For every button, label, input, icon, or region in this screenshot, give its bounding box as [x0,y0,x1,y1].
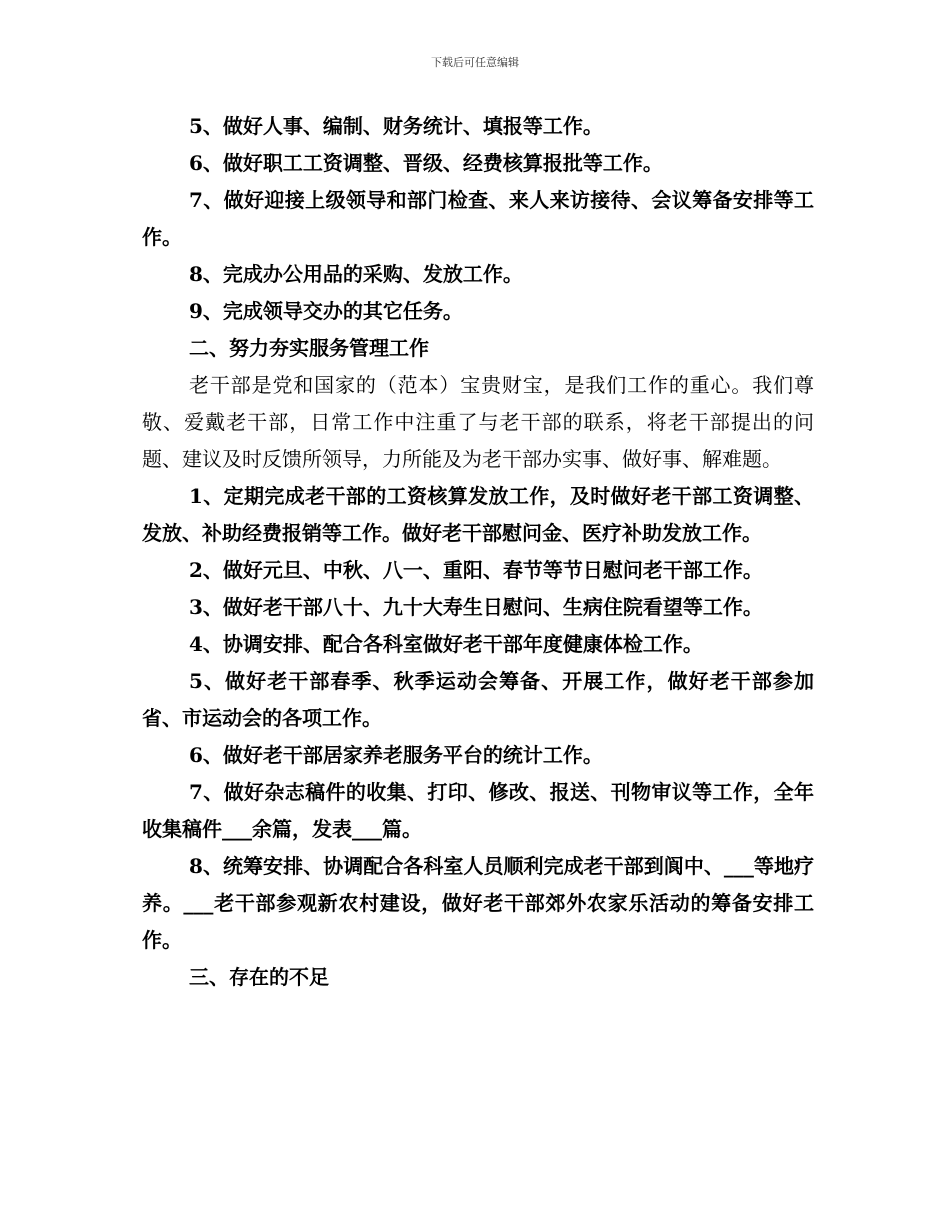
paragraph-item-2-holidays: 2、做好元旦、中秋、八一、重阳、春节等节日慰问老干部工作。 [189,558,763,582]
paragraph-intro-veteran-cadres: 老干部是党和国家的（范本）宝贵财宝，是我们工作的重心。我们尊敬、爱戴老干部，日常工作中注重了与老干部的联系，将老干部提出的问题、建议及时反馈所领导，力所能及为老干部办实事、做好事、解难题。 [142,373,814,471]
paragraph-item-7-inspection: 7、做好迎接上级领导和部门检查、来人来访接待、会议筹备安排等工作。 [142,188,814,249]
section-heading-2: 二、努力夯实服务管理工作 [189,336,429,360]
paragraph-item-5-personnel: 5、做好人事、编制、财务统计、填报等工作。 [189,114,603,138]
section-heading-3: 三、存在的不足 [189,965,329,989]
paragraph-item-8-supplies: 8、完成办公用品的采购、发放工作。 [189,262,523,286]
paragraph-item-1-wages: 1、定期完成老干部的工资核算发放工作，及时做好老干部工资调整、发放、补助经费报销等工作。做好老干部慰问金、医疗补助发放工作。 [142,484,814,545]
paragraph-item-3-birthdays: 3、做好老干部八十、九十大寿生日慰问、生病住院看望等工作。 [189,595,763,619]
paragraph-item-6-salary: 6、做好职工工资调整、晋级、经费核算报批等工作。 [189,151,663,175]
paragraph-item-4-health-check: 4、协调安排、配合各科室做好老干部年度健康体检工作。 [189,632,703,656]
paragraph-item-8-convalescence: 8、统筹安排、协调配合各科室人员顺利完成老干部到阆中、___等地疗养。___老干部参观新农村建设，做好老干部郊外农家乐活动的筹备安排工作。 [142,854,814,952]
document-body [142,108,814,996]
page-header-note: 下载后可任意编辑 [431,56,519,69]
paragraph-item-6-elderly-care: 6、做好老干部居家养老服务平台的统计工作。 [189,743,603,767]
paragraph-item-7-magazine: 7、做好杂志稿件的收集、打印、修改、报送、刊物审议等工作，全年收集稿件___余篇，发表___篇。 [142,780,814,841]
paragraph-item-5-sports: 5、做好老干部春季、秋季运动会筹备、开展工作，做好老干部参加省、市运动会的各项工作。 [142,669,814,730]
paragraph-item-9-tasks: 9、完成领导交办的其它任务。 [189,299,463,323]
